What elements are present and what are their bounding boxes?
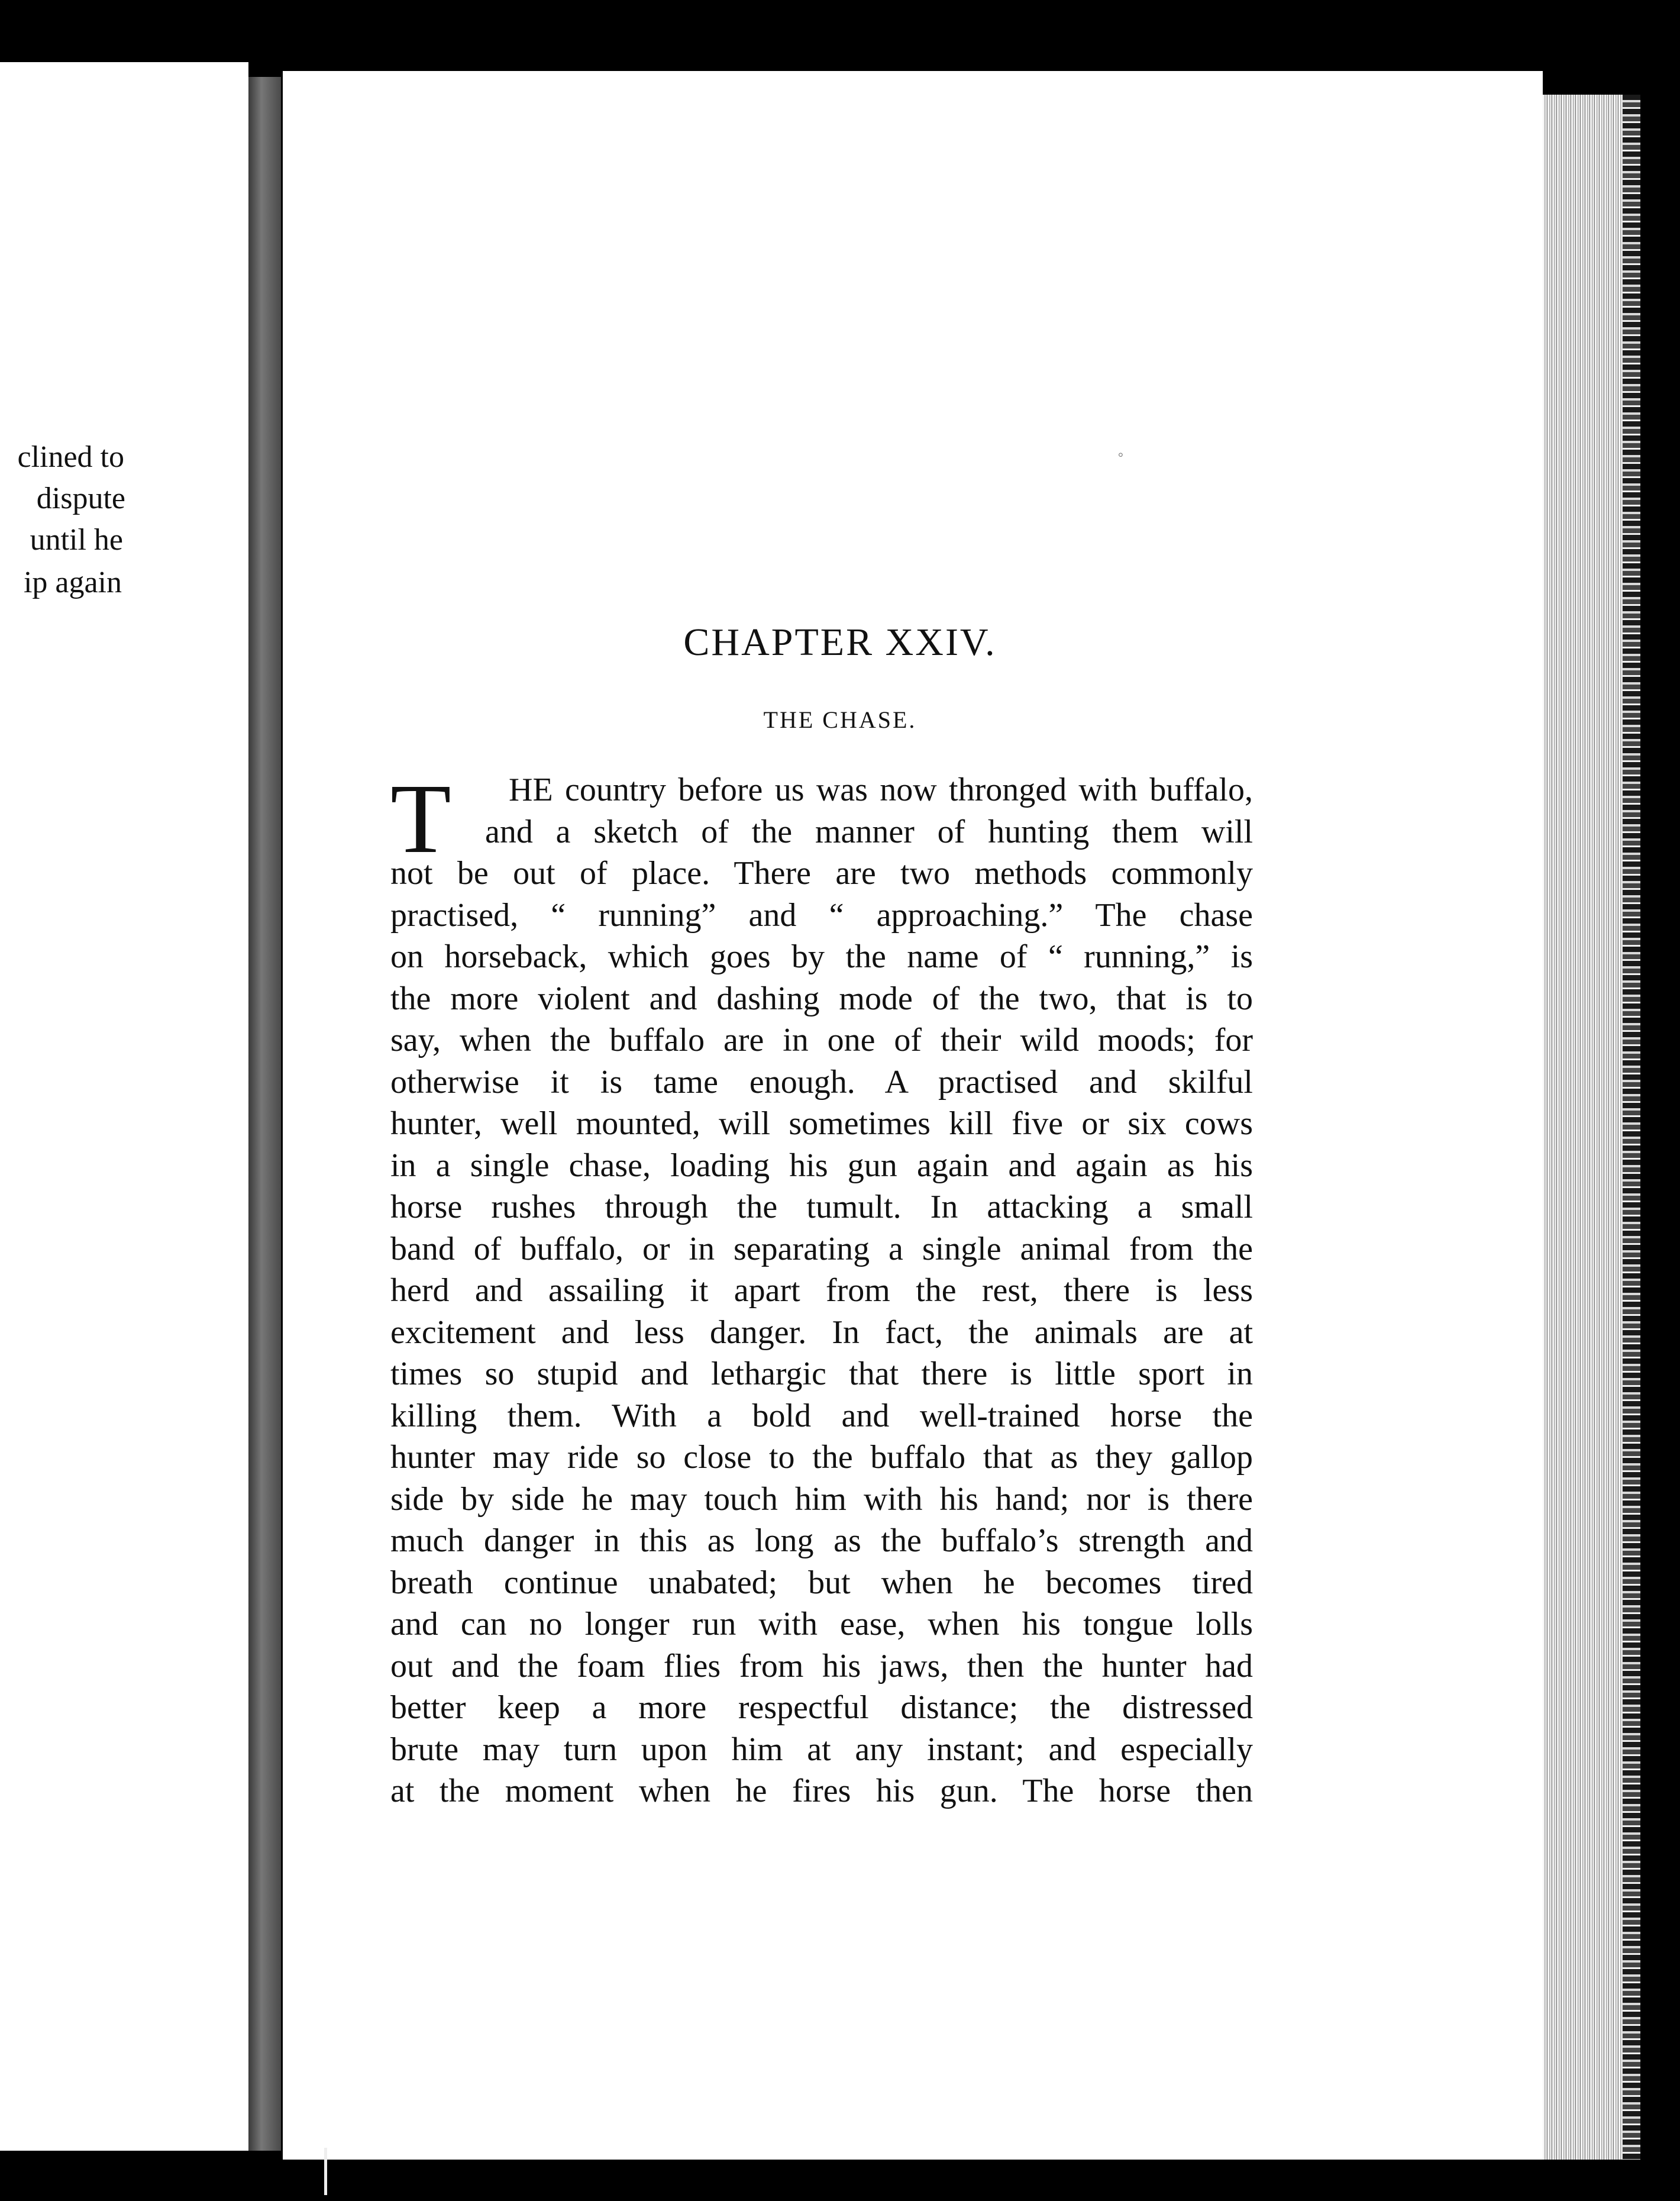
- text-line: at the moment when he fires his gun. The horse then: [390, 1773, 1253, 1809]
- text-line: in a single chase, loading his gun again and again as his: [390, 1147, 1253, 1184]
- chapter-body: [390, 764, 1253, 1812]
- text-line: times so stupid and lethargic that there is little sport in: [390, 1356, 1253, 1392]
- text-line: side by side he may touch him with his hand; nor is there: [390, 1480, 1253, 1518]
- previous-page-line: until he: [30, 523, 123, 557]
- paper-speck: °: [1118, 450, 1123, 464]
- text-line: hunter, well mounted, will sometimes kill five or six cows: [390, 1105, 1253, 1142]
- previous-page-line: ip again: [23, 566, 122, 599]
- text-line: excitement and less danger. In fact, the animals are at: [390, 1314, 1253, 1351]
- text-line: and can no longer run with ease, when his tongue lolls: [390, 1606, 1253, 1642]
- chapter-subtitle: THE CHASE.: [763, 706, 917, 733]
- text-line: band of buffalo, or in separating a single animal from the: [390, 1230, 1253, 1267]
- text-line: killing them. With a bold and well-trained horse the: [390, 1397, 1253, 1434]
- text-line: HE country before us was now thronged with buffalo,: [509, 772, 1253, 808]
- page-edges: [1543, 95, 1640, 2160]
- text-line: much danger in this as long as the buffalo’s strength and: [390, 1522, 1253, 1559]
- text-line: practised, “ running” and “ approaching.” The chase: [390, 896, 1253, 934]
- scan-mark: [324, 2148, 327, 2195]
- text-line: on horseback, which goes by the name of “ running,” is: [390, 938, 1253, 975]
- book-gutter: [248, 77, 281, 2151]
- text-line: breath continue unabated; but when he becomes tired: [390, 1564, 1253, 1601]
- previous-page-line: dispute: [36, 482, 125, 515]
- text-line: better keep a more respectful distance; the distressed: [390, 1689, 1253, 1726]
- text-line: hunter may ride so close to the buffalo that as they gallop: [390, 1439, 1253, 1476]
- text-line: out and the foam flies from his jaws, then the hunter had: [390, 1647, 1253, 1684]
- previous-page: [0, 62, 248, 2151]
- text-line: and a sketch of the manner of hunting them will: [485, 813, 1253, 850]
- text-line: brute may turn upon him at any instant; and especially: [390, 1731, 1253, 1768]
- text-line: horse rushes through the tumult. In attacking a small: [390, 1189, 1253, 1225]
- drop-cap: T: [390, 764, 451, 874]
- chapter-title: CHAPTER XXIV.: [683, 621, 997, 664]
- previous-page-line: clined to: [17, 440, 124, 474]
- text-line: the more violent and dashing mode of the two, that is to: [390, 980, 1253, 1017]
- text-line: herd and assailing it apart from the rest, there is less: [390, 1272, 1253, 1309]
- text-line: say, when the buffalo are in one of their wild moods; for: [390, 1022, 1253, 1058]
- text-line: otherwise it is tame enough. A practised and skilful: [390, 1063, 1253, 1100]
- text-line: not be out of place. There are two methods commonly: [390, 855, 1253, 892]
